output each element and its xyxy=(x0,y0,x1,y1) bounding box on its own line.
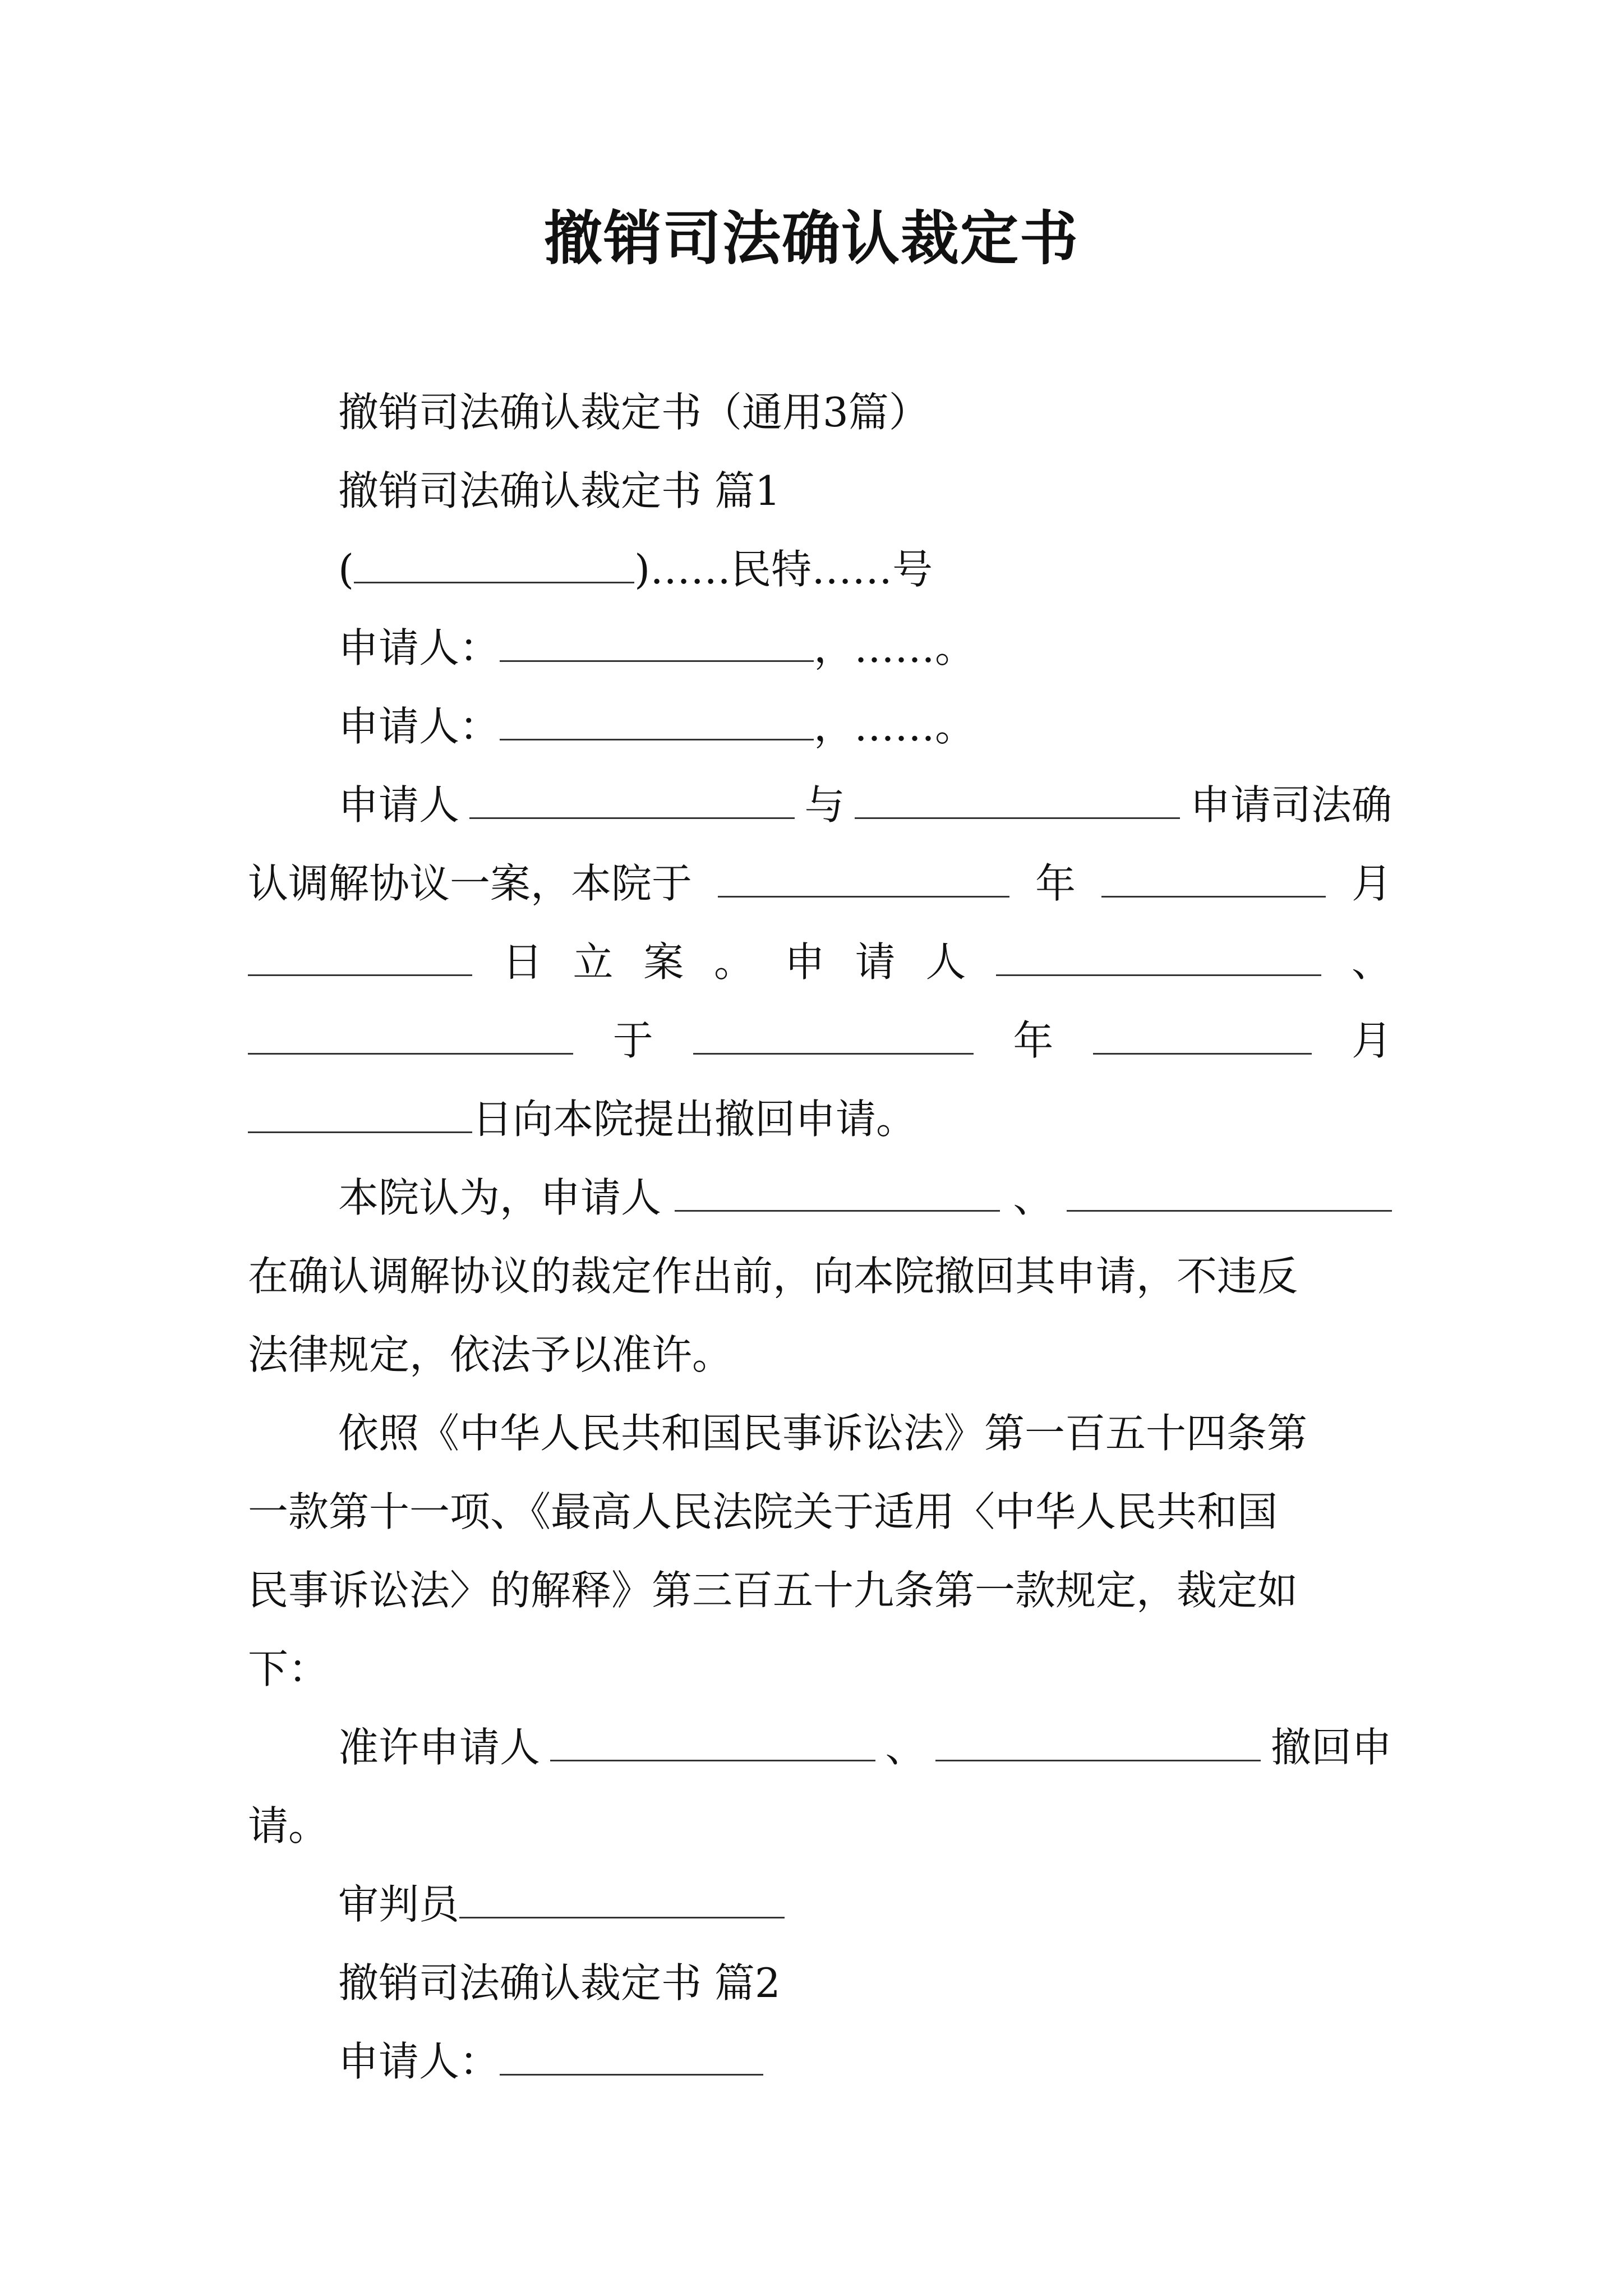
paragraph1-line4 xyxy=(248,1001,1392,1080)
paragraph4-line1 xyxy=(338,1708,1392,1787)
applicant-line-2 xyxy=(338,687,1392,766)
judge-line xyxy=(338,1865,1392,1944)
p1-line2-blank-1 xyxy=(718,859,1009,898)
p1-line3-char: 请 xyxy=(855,938,896,986)
judge-blank xyxy=(459,1880,785,1918)
applicant-suffix: ，……。 xyxy=(814,703,976,750)
p1-line4-blank-2 xyxy=(693,1016,974,1055)
applicant-label: 申请人： xyxy=(338,624,500,671)
paragraph1-line3 xyxy=(248,923,1392,1001)
p4-text-b: 、 xyxy=(885,1724,926,1771)
p1-line5-blank xyxy=(248,1094,472,1133)
applicant-suffix: ，……。 xyxy=(814,624,976,671)
paragraph1-line5 xyxy=(248,1080,1392,1158)
p1-text-c: 申请司法确 xyxy=(1189,781,1392,829)
p1-line3-char: 申 xyxy=(784,938,825,986)
p2-blank-2 xyxy=(1067,1173,1392,1212)
paragraph3-line2: 一款第十一项、《最高人民法院关于适用〈中华人民共和国 xyxy=(248,1488,1278,1535)
p1-line2-text-a: 认调解协议一案，本院于 xyxy=(248,860,693,907)
judge-label: 审判员 xyxy=(338,1881,460,1928)
part2-applicant-blank xyxy=(500,2037,763,2076)
paragraph4-line2: 请。 xyxy=(248,1802,329,1849)
paragraph1-line1 xyxy=(338,766,1392,844)
p1-line4-char: 年 xyxy=(1013,1017,1054,1064)
paragraph3-line1: 依照《中华人民共和国民事诉讼法》第一百五十四条第 xyxy=(338,1410,1308,1457)
p1-line2-blank-2 xyxy=(1101,859,1326,898)
paragraph3-line3: 民事诉讼法〉的解释》第三百五十九条第一款规定，裁定如 xyxy=(248,1567,1298,1614)
p2-text-a: 本院认为，申请人 xyxy=(338,1174,662,1221)
p1-line2-text-b: 年 xyxy=(1035,860,1076,907)
part1-heading: 撤销司法确认裁定书 篇1 xyxy=(338,467,781,514)
p1-line4-char: 月 xyxy=(1351,1017,1392,1064)
document-title: 撤销司法确认裁定书 xyxy=(543,204,1079,273)
p4-blank-2 xyxy=(935,1723,1261,1761)
p1-line4-blank-1 xyxy=(248,1016,573,1055)
paragraph1-line2 xyxy=(248,844,1392,923)
p1-line3-char: 、 xyxy=(1351,938,1392,986)
case-number-rest: )……民特……号 xyxy=(634,546,933,593)
paragraph3-line4: 下： xyxy=(248,1645,329,1692)
case-number-line xyxy=(338,530,1392,609)
p2-text-b: 、 xyxy=(1013,1174,1054,1221)
applicant-label: 申请人： xyxy=(338,703,500,750)
p1-line5-text: 日向本院提出撤回申请。 xyxy=(472,1096,917,1143)
p4-blank-1 xyxy=(550,1723,875,1761)
p4-text-c: 撤回申 xyxy=(1270,1724,1392,1771)
p1-blank-2 xyxy=(855,780,1180,819)
applicant-blank xyxy=(500,702,814,740)
part2-heading: 撤销司法确认裁定书 篇2 xyxy=(338,1959,781,2007)
p1-line4-blank-3 xyxy=(1093,1016,1312,1055)
applicant-line-1 xyxy=(338,609,1392,687)
paragraph2-line1 xyxy=(338,1158,1392,1237)
p1-line3-char: 立 xyxy=(573,938,614,986)
p1-line3-blank-2 xyxy=(996,937,1321,976)
p1-line3-char: 。 xyxy=(714,938,755,986)
p1-blank-1 xyxy=(469,780,795,819)
part2-applicant-line xyxy=(338,2022,1392,2101)
p1-line4-char: 于 xyxy=(612,1017,653,1064)
p1-line3-char: 日 xyxy=(502,938,543,986)
p1-line2-text-c: 月 xyxy=(1351,860,1392,907)
applicant-blank xyxy=(500,623,814,662)
p1-text-b: 与 xyxy=(804,781,845,829)
p2-blank-1 xyxy=(675,1173,1000,1212)
p1-line3-char: 人 xyxy=(925,938,966,986)
p1-line3-blank-1 xyxy=(248,937,472,976)
paragraph2-line3: 法律规定，依法予以准许。 xyxy=(248,1331,733,1378)
part2-applicant-label: 申请人： xyxy=(338,2038,500,2085)
p1-line3-char: 案 xyxy=(643,938,684,986)
p4-text-a: 准许申请人 xyxy=(338,1724,541,1771)
document-subtitle: 撤销司法确认裁定书（通用3篇） xyxy=(338,389,929,436)
case-number-open: ( xyxy=(338,546,354,593)
paragraph2-line2: 在确认调解协议的裁定作出前，向本院撤回其申请，不违反 xyxy=(248,1253,1298,1300)
case-number-blank xyxy=(354,545,634,583)
p1-text-a: 申请人 xyxy=(338,781,460,829)
